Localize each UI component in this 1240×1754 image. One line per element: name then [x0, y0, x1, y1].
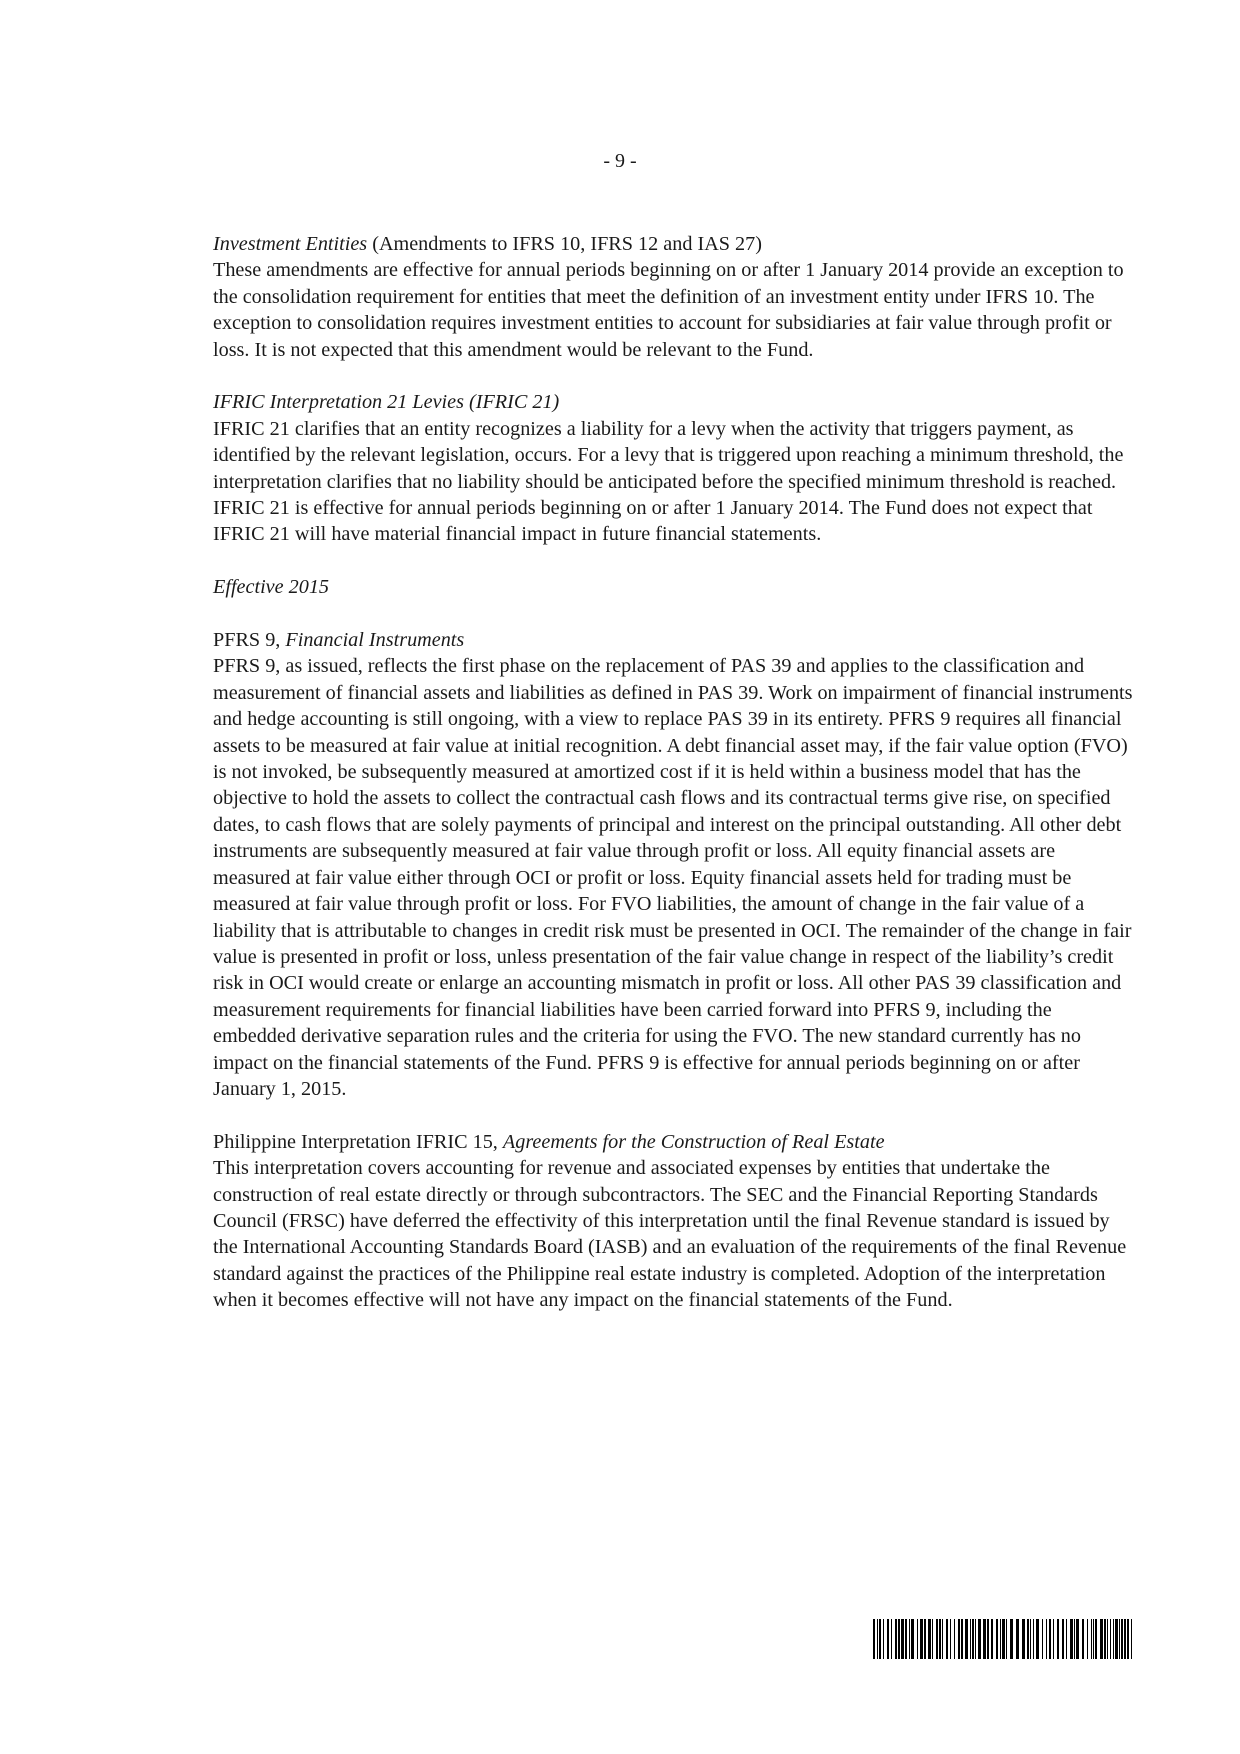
barcode-bar — [1053, 1619, 1054, 1659]
barcode-bar — [972, 1619, 974, 1659]
barcode-bar — [1082, 1619, 1084, 1659]
barcode-bar — [946, 1619, 948, 1659]
barcode-bar — [1042, 1619, 1043, 1659]
section-heading: Effective 2015 — [213, 576, 330, 599]
barcode-bar — [1113, 1619, 1114, 1659]
barcode-bar — [991, 1619, 993, 1659]
barcode-bar — [911, 1619, 914, 1659]
barcode-bar — [1074, 1619, 1075, 1659]
barcode-bar — [950, 1619, 951, 1659]
barcode-bar — [1006, 1619, 1007, 1659]
section-heading — [213, 627, 1133, 653]
barcode-bar — [987, 1619, 989, 1659]
section-body: This interpretation covers accounting for revenue and associated expenses by entities that undertake the construction of real estate directly or through subcontractors. The SEC and the Financial Reporting Standards Council (FRSC) have deferred the effectivity of this interpretation until the final Revenue standard is issued by the International Accounting Standards Board (IASB) and an evaluation of the requirements of the final Revenue standard against the practices of the Philippine real estate industry is completed. Adoption of the interpretation when it becomes effective will not have any impact on the financial statements of the Fund. — [213, 1157, 1127, 1312]
section-effective-2015 — [213, 574, 1133, 600]
barcode-bar — [1070, 1619, 1073, 1659]
section-heading-plain: (Amendments to IFRS 10, IFRS 12 and IAS 27) — [367, 233, 762, 255]
barcode-bar — [954, 1619, 955, 1659]
barcode-bar — [1046, 1619, 1047, 1659]
barcode-bar — [1016, 1619, 1019, 1659]
barcode-bar — [924, 1619, 926, 1659]
barcode-bar — [1110, 1619, 1111, 1659]
barcode-bar — [958, 1619, 960, 1659]
barcode-bar — [905, 1619, 907, 1659]
barcode-bar — [1100, 1619, 1103, 1659]
section-investment-entities — [213, 231, 1133, 363]
barcode-bar — [873, 1619, 875, 1659]
barcode-bar — [909, 1619, 910, 1659]
barcode-image — [873, 1619, 1132, 1659]
barcode-bar — [1030, 1619, 1031, 1659]
barcode-bar — [1091, 1619, 1092, 1659]
barcode-bar — [942, 1619, 943, 1659]
barcode-bar — [1093, 1619, 1094, 1659]
barcode-bar — [936, 1619, 938, 1659]
barcode-bar — [1062, 1619, 1064, 1659]
barcode-bar — [891, 1619, 892, 1659]
barcode-bar — [901, 1619, 904, 1659]
barcode-bar — [920, 1619, 923, 1659]
barcode-bar — [917, 1619, 918, 1659]
barcode-bar — [898, 1619, 900, 1659]
barcode-bar — [1131, 1619, 1132, 1659]
barcode-bar — [1087, 1619, 1088, 1659]
barcode-bar — [887, 1619, 889, 1659]
barcode-bar — [1036, 1619, 1039, 1659]
section-heading-italic: Agreements for the Construction of Real Estate — [502, 1130, 885, 1153]
barcode-bar — [1002, 1619, 1005, 1659]
section-heading: IFRIC Interpretation 21 Levies (IFRIC 21) — [213, 391, 560, 414]
barcode-bar — [996, 1619, 998, 1659]
barcode-bar — [1076, 1619, 1079, 1659]
barcode-bar — [1121, 1619, 1123, 1659]
section-heading-plain: PFRS 9, — [213, 629, 286, 652]
section-heading-italic: Financial Instruments — [285, 629, 465, 652]
barcode-bar — [965, 1619, 968, 1659]
barcode-bar — [1119, 1619, 1120, 1659]
barcode-bar — [932, 1619, 933, 1659]
barcode-bar — [1033, 1619, 1034, 1659]
barcode-bar — [928, 1619, 931, 1659]
barcode-bar — [883, 1619, 884, 1659]
barcode-bar — [1022, 1619, 1025, 1659]
barcode-bar — [1010, 1619, 1013, 1659]
barcode-bar — [1127, 1619, 1129, 1659]
barcode-bar — [983, 1619, 986, 1659]
section-heading-plain: Philippine Interpretation IFRIC 15, — [213, 1130, 503, 1153]
barcode-bar — [939, 1619, 941, 1659]
barcode-bar — [1115, 1619, 1118, 1659]
section-heading-italic: Investment Entities — [213, 233, 368, 255]
barcode-bar — [1124, 1619, 1126, 1659]
barcode-bar — [975, 1619, 976, 1659]
barcode-bar — [1104, 1619, 1106, 1659]
barcode-bar — [895, 1619, 897, 1659]
section-body: These amendments are effective for annual periods beginning on or after 1 January 2014 provide an exception to the consolidation requirement for entities that meet the definition of an investment entity under IFRS 10. The exception to consolidation requires investment entities to account for subsidiaries at fair value through profit or loss. It is not expected that this amendment would be relevant to the Fund. — [213, 259, 1124, 361]
section-heading — [213, 1129, 1133, 1155]
page-content — [213, 231, 1133, 1340]
barcode-bar — [1107, 1619, 1108, 1659]
barcode-bar — [1066, 1619, 1067, 1659]
barcode-bar — [961, 1619, 963, 1659]
section-ifric-21 — [213, 389, 1133, 547]
barcode-bar — [1049, 1619, 1051, 1659]
page-number: - 9 - — [603, 150, 637, 172]
section-pfrs-9 — [213, 627, 1133, 1102]
barcode-bar — [1095, 1619, 1097, 1659]
section-body: IFRIC 21 clarifies that an entity recognizes a liability for a levy when the activity that triggers payment, as identified by the relevant legislation, occurs. For a levy that is triggered upon reaching a minimum threshold, the interpretation clarifies that no liability should be anticipated before the specified minimum threshold is reached. IFRIC 21 is effective for annual periods beginning on or after 1 January 2014. The Fund does not expect that IFRIC 21 will have material financial impact in future financial statements. — [213, 417, 1124, 546]
barcode-bar — [1000, 1619, 1001, 1659]
barcode-bar — [978, 1619, 981, 1659]
barcode-bar — [877, 1619, 878, 1659]
section-ifric-15 — [213, 1129, 1133, 1314]
barcode-bar — [1027, 1619, 1029, 1659]
barcode-bar — [970, 1619, 971, 1659]
barcode-bar — [879, 1619, 881, 1659]
barcode-bar — [1057, 1619, 1059, 1659]
section-heading — [213, 231, 1133, 257]
section-body: PFRS 9, as issued, reflects the first phase on the replacement of PAS 39 and applies to the classification and measurement of financial assets and liabilities as defined in PAS 39. Work on impairment of financial instruments and hedge accounting is still ongoing, with a view to replace PAS 39 in its entirety. PFRS 9 requires all financial assets to be measured at fair value at initial recognition. A debt financial asset may, if the fair value option (FVO) is not invoked, be subsequently measured at amortized cost if it is held within a business model that has the objective to hold the assets to collect the contractual cash flows and its contractual terms give rise, on specified dates, to cash flows that are solely payments of principal and interest on the principal outstanding. All other debt instruments are subsequently measured at fair value through profit or loss. All equity financial assets are measured at fair value either through OCI or profit or loss. Equity financial assets held for trading must be measured at fair value through profit or loss. For FVO liabilities, the amount of change in the fair value of a liability that is attributable to changes in credit risk must be presented in OCI. The remainder of the change in fair value is presented in profit or loss, unless presentation of the fair value change in respect of the liability’s credit risk in OCI would create or enlarge an accounting mismatch in profit or loss. All other PAS 39 classification and measurement requirements for financial liabilities have been carried forward into PFRS 9, including the embedded derivative separation rules and the criteria for using the FVO. The new standard currently has no impact on the financial statements of the Fund. PFRS 9 is effective for annual periods beginning on or after January 1, 2015. — [213, 655, 1133, 1100]
